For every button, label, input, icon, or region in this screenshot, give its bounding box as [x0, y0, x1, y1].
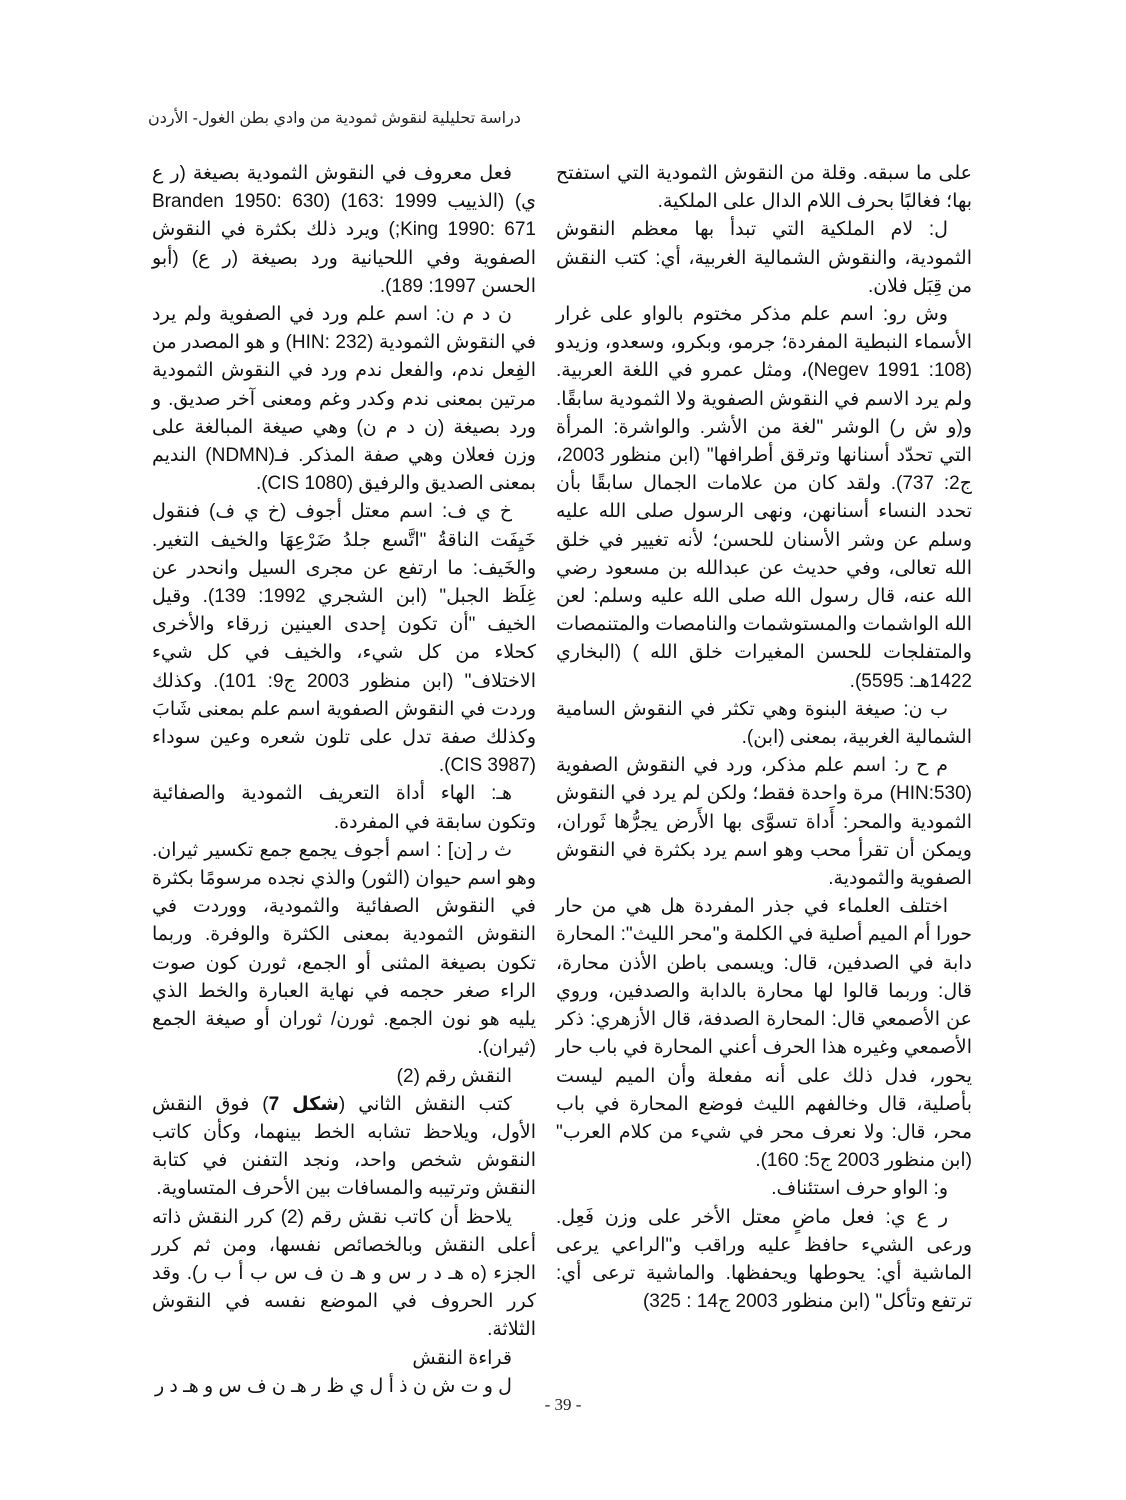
paragraph: اختلف العلماء في جذر المفردة هل هي من حار حورا أم الميم أصلية في الكلمة و"محر الليث": المحارة دابة في الصدفين، قال: ويسمى باطن الأذن محارة، قال: وربما قالوا لها محارة بالدابة والصدفين، وروي عن الأصمعي قال: المحارة الصدفة، قال الأزهري: ذكر الأصمعي وغيره هذا الحرف أعني المحارة في باب حار يحور، فدل ذلك على أنه مفعلة وأن الميم ليست بأصلية، قال وخالفهم الليث فوضع المحارة في باب محر، قال: ولا نعرف محر في شيء من كلام العرب" (ابن منظور 2003 ج5: 160).	[556, 896, 972, 1172]
paragraph: م ح ر: اسم علم مذكر، ورد في النقوش الصفوية (HIN:530) مرة واحدة فقط؛ ولكن لم يرد في النقوش الثمودية والمحر: أَداة تسوَّى بها الأَرض يجرُّها ثَوران، ويمكن أن تقرأ محب وهو اسم يرد بكثرة في النقوش الصفوية والثمودية.	[556, 755, 972, 890]
paragraph: ث ر [ن] : اسم أجوف يجمع جمع تكسير ثيران. وهو اسم حيوان (الثور) والذي نجده مرسومًا بكثرة في النقوش الصفائية والثمودية، ووردت في النقوش الثمودية بمعنى الكثرة والوفرة. وربما تكون بصيغة المثنى أو الجمع، ثورن كون صوت الراء صغر حجمه في نهاية العبارة والخط الذي يليه هو نون الجمع. ثورن/ ثوران أو صيغة الجمع (ثيران).	[152, 839, 536, 1059]
paragraph: فعل معروف في النقوش الثمودية بصيغة (ر ع ي) (الذييب 1999 :163) (Branden 1950: 630 ;King 1990: 671) ويرد ذلك بكثرة في النقوش الصفوية وفي اللحيانية ورد بصيغة (ر ع) (أبو الحسن 1997: 189).	[152, 163, 537, 297]
paragraph: وش رو: اسم علم مذكر مختوم بالواو على غرار الأسماء النبطية المفردة؛ جرمو، وبكرو، وسعدو، وزيدو (Negev 1991 :108)، ومثل عمرو في اللغة العربية. ولم يرد الاسم في النقوش الصفوية ولا الثمودية سابقًا. و(و ش ر) الوشر "لغة من الأشر. والواشرة: المرأة التي تحدّد أسنانها وترقق أطرافها" (ابن منظور 2003، ج2: 737). ولقد كان من علامات الجمال سابقًا بأن تحدد النساء أسنانهن، ونهى الرسول صلى الله عليه وسلم عن وشر الأسنان للحسن؛ لأنه تغيير في خلق الله تعالى، وفي حديث عن عبدالله بن مسعود رضي الله عنه، قال رسول الله صلى الله عليه وسلم: لعن الله الواشمات والمستوشمات والنامصات والمتنمصات والمتفلجات للحسن المغيرات خلق الله ) (البخاري 1422هـ: 5595).	[556, 304, 972, 692]
paragraph: ن د م ن: اسم علم ورد في الصفوية ولم يرد في النقوش الثمودية (HIN: 232) و هو المصدر من الفِعل ندم، والفعل ندم ورد في النقوش الثمودية مرتين بمعنى ندم وكدر وغم ومعنى آخر صديق. و ورد بصيغة (ن د م ن) وهي صيغة المبالغة على وزن فعلان وهي صفة المذكر. فـ(NDMN) النديم بمعنى الصديق والرفيق (CIS 1080).	[152, 304, 537, 495]
inscription-reading: ل و ت ش ن ذ أ ل ي ظ ر هـ ن ف س و هـ د ر	[154, 1375, 512, 1397]
paragraph: هـ: الهاء أداة التعريف الثمودية والصفائية وتكون سابقة في المفردة.	[152, 783, 536, 833]
left-column	[152, 160, 536, 1401]
paragraph: خ ي ف: اسم معتل أجوف (خ ي ف) فنقول خَيِفَت الناقةُ "اتَّسع جلدُ ضَرْعِهَا والخيف التغير. والخَيف: ما ارتفع عن مجرى السيل وانحدر عن غِلَظ الجبل" (ابن الشجري 1992: 139). وقيل الخيف "أن تكون إحدى العينين زرقاء والأخرى كحلاء من كل شيء، والخيف في كل شيء الاختلاف" (ابن منظور 2003 ج9: 101). وكذلك وردت في النقوش الصفوية اسم علم بمعنى شَابَ وكذلك صفة تدل على تلون شعره وعين سوداء (CIS 3987).	[152, 501, 537, 777]
paragraph: يلاحظ أن كاتب نقش رقم (2) كرر النقش ذاته أعلى النقش وبالخصائص نفسها، ومن ثم كرر الجزء (ه هـ د ر س و هـ ن ف س ب أ ب ر). وقد كرر الحروف في الموضع نفسه في النقوش الثلاثة.	[152, 1206, 536, 1341]
running-header	[148, 108, 540, 128]
paragraph: ب ن: صيغة البنوة وهي تكثر في النقوش السامية الشمالية الغربية، بمعنى (ابن).	[556, 698, 972, 749]
paragraph: ل: لام الملكية التي تبدأ بها معظم النقوش الثمودية، والنقوش الشمالية الغربية، أي: كتب النقش من قِبَل فلان.	[556, 219, 972, 297]
paragraph	[152, 1091, 536, 1204]
paragraph-text-before: كتب النقش الثاني (	[338, 1093, 512, 1115]
paragraph: على ما سبقه. وقلة من النقوش الثمودية التي استفتح بها؛ فغالبًا بحرف اللام الدال على الملكية.	[556, 163, 972, 213]
figure-reference: شكل 7	[268, 1093, 339, 1115]
section-heading: قراءة النقش	[412, 1347, 512, 1369]
page-number: - 39 -	[544, 1395, 582, 1414]
paragraph: ر ع ي: فعل ماضٍ معتل الأخر على وزن فَعِل. ورعى الشيء حافظ عليه وراقب و"الراعي يرعى الماشية أي: يحوطها ويحفظها. والماشية ترعى أي: ترتفع وتأكل" (ابن منظور 2003 ج14 : 325)	[556, 1206, 972, 1313]
section-heading: النقش رقم (2)	[396, 1065, 512, 1087]
right-column	[556, 160, 972, 1316]
paragraph-text-after: ) فوق النقش الأول، ويلاحظ تشابه الخط بينهما، وكأن كاتب النقوش شخص واحد، ونجد التفنن في كتابة النقش وترتيبه والمسافات بين الأحرف المتساوية.	[152, 1093, 536, 1200]
running-title: دراسة تحليلية لنقوش ثمودية من وادي بطن الغول- الأردن	[148, 110, 521, 127]
paragraph: و: الواو حرف استئناف.	[771, 1178, 948, 1200]
